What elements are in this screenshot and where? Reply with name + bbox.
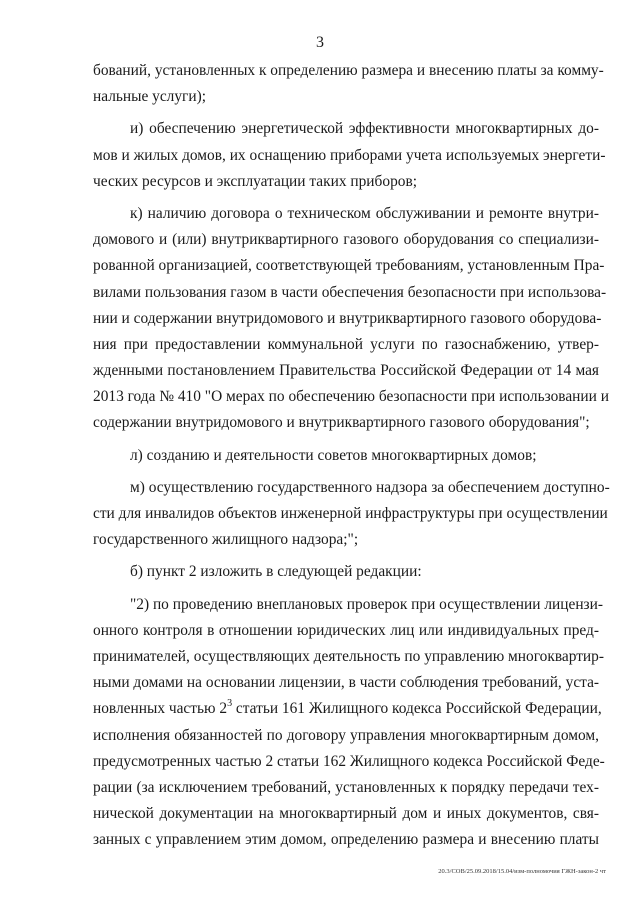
paragraph-line: рации (за исключением требований, установленных к порядку передачи тех-	[93, 778, 599, 796]
paragraph-line: нической документации на многоквартирный дом и иных документов, свя-	[93, 805, 599, 823]
paragraph-line: вилами пользования газом в части обеспечения безопасности при использова-	[93, 283, 607, 301]
paragraph-line: б) пункт 2 изложить в следующей редакции:	[130, 563, 422, 581]
paragraph-line: предусмотренных частью 2 статьи 162 Жилищного кодекса Российской Феде-	[93, 752, 605, 770]
paragraph-line: м) осуществлению государственного надзора за обеспечением доступно-	[130, 478, 610, 496]
paragraph-line: 2013 года № 410 "О мерах по обеспечению безопасности при использовании и	[93, 388, 609, 406]
paragraph-line: ния при предоставлении коммунальной услуги по газоснабжению, утвер-	[93, 335, 599, 353]
paragraph	[93, 201, 609, 437]
paragraph-line: домового и (или) внутриквартирного газового оборудования со специализи-	[93, 231, 599, 249]
document-footer-code: 20.3/СОВ/25.09.2018/15.04/изм-полномочия ГЖН-закон-2 чт	[438, 868, 606, 875]
paragraph-line: исполнения обязанностей по договору управления многоквартирным домом,	[93, 726, 599, 744]
paragraph	[93, 475, 610, 554]
paragraph-line: содержании внутридомового и внутриквартирного газового оборудования";	[93, 414, 590, 432]
document-body	[93, 58, 610, 859]
paragraph-line: бований, установленных к определению размера и внесению платы за комму-	[93, 62, 604, 79]
paragraph	[93, 592, 605, 854]
paragraph-line: к) наличию договора о техническом обслуживании и ремонте внутри-	[130, 204, 599, 222]
paragraph-line: сти для инвалидов объектов инженерной инфраструктуры при осуществлении	[93, 505, 608, 522]
paragraph	[93, 116, 606, 195]
paragraph-line: новленных частью $2^3$ статьи 161 Жилищного кодекса Российской Федерации,	[93, 698, 602, 718]
paragraph	[93, 559, 599, 585]
paragraph-line: ческих ресурсов и эксплуатации таких приборов;	[93, 172, 417, 190]
paragraph-line: и) обеспечению энергетической эффективности многоквартирных до-	[130, 120, 599, 138]
paragraph-line: нии и содержании внутридомового и внутриквартирного газового оборудова-	[93, 309, 602, 327]
paragraph-line: мов и жилых домов, их оснащению приборами учета используемых энергети-	[93, 146, 606, 164]
paragraph-line: занных с управлением этим домом, определению размера и внесению платы	[93, 831, 599, 849]
paragraph-line: нальные услуги);	[93, 88, 207, 106]
paragraph	[93, 58, 604, 110]
paragraph-line: л) созданию и деятельности советов многоквартирных домов;	[130, 446, 537, 464]
paragraph-line: "2) по проведению внеплановых проверок при осуществлении лицензи-	[130, 595, 603, 613]
paragraph-line: онного контроля в отношении юридических лиц или индивидуальных пред-	[93, 621, 599, 639]
page-number: 3	[316, 34, 324, 51]
paragraph-line: жденными постановлением Правительства Российской Федерации от 14 мая	[93, 362, 599, 380]
paragraph-line: рованной организацией, соответствующей требованиям, установленным Пра-	[93, 257, 605, 275]
paragraph-line: государственного жилищного надзора;";	[93, 531, 359, 549]
paragraph	[93, 443, 599, 469]
paragraph-line: ными домами на основании лицензии, в части соблюдения требований, уста-	[93, 674, 600, 692]
paragraph-line: принимателей, осуществляющих деятельность по управлению многоквартир-	[93, 647, 604, 665]
